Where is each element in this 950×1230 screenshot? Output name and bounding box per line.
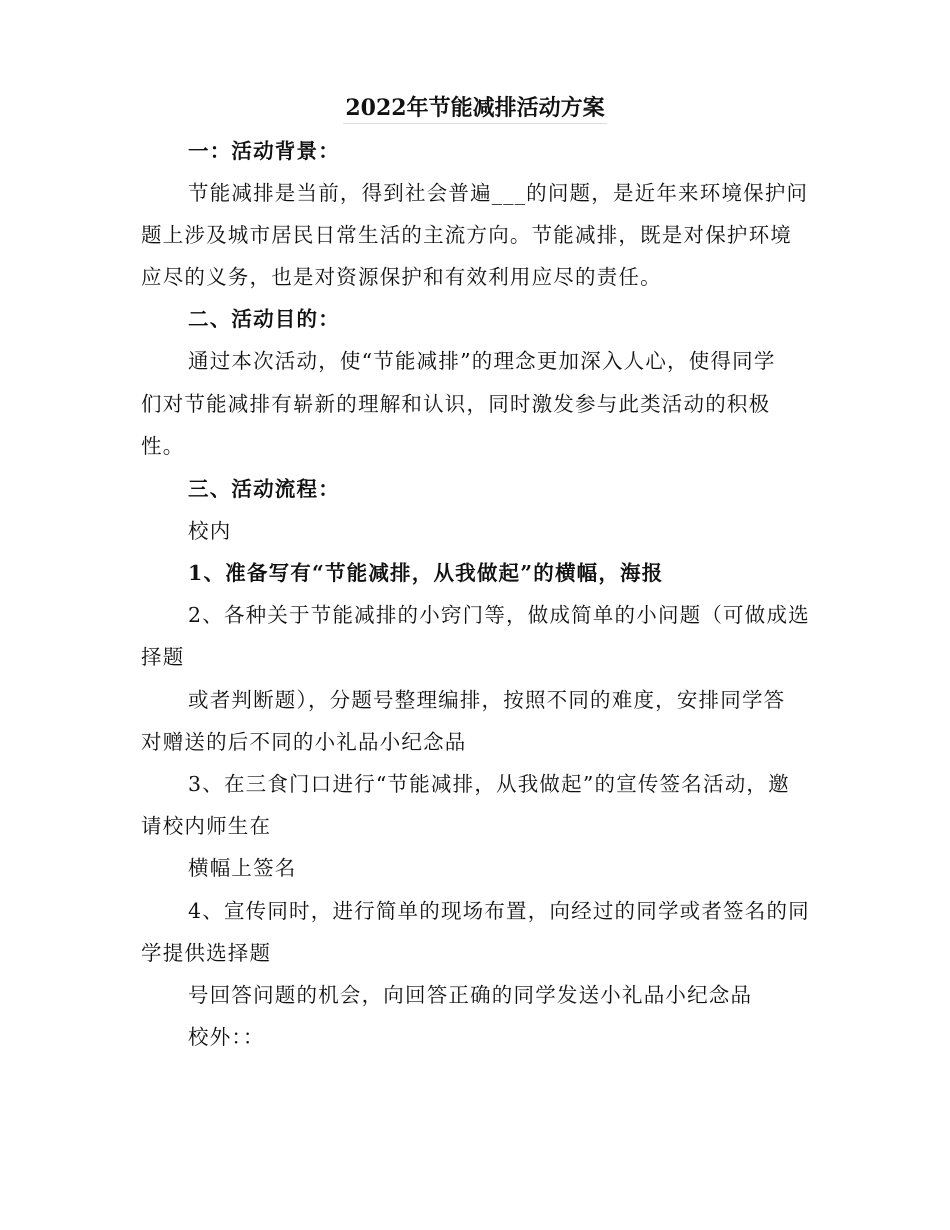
paragraph-line: 择题 xyxy=(141,645,185,669)
paragraph-line: 号回答问题的机会，向回答正确的同学发送小礼品小纪念品 xyxy=(188,983,753,1007)
paragraph-line: 通过本次活动，使“节能减排”的理念更加深入人心，使得同学 xyxy=(188,349,776,373)
section-heading-purpose: 二、活动目的： xyxy=(188,307,340,331)
paragraph-line: 应尽的义务，也是对资源保护和有效利用应尽的责任。 xyxy=(141,265,662,289)
paragraph-line: 学提供选择题 xyxy=(141,941,272,965)
paragraph-line: 或者判断题），分题号整理编排，按照不同的难度，安排同学答 xyxy=(188,688,786,712)
list-item: 2、各种关于节能减排的小窍门等，做成简单的小问题（可做成选 xyxy=(188,603,810,627)
list-item-bold: 1、准备写有“节能减排，从我做起”的横幅，海报 xyxy=(188,561,664,585)
title-text: 2022年节能减排活动方案 xyxy=(343,95,606,124)
paragraph-line: 横幅上签名 xyxy=(188,856,297,880)
section-heading-process: 三、活动流程： xyxy=(188,477,340,501)
paragraph-line: 对赠送的后不同的小礼品小纪念品 xyxy=(141,730,467,754)
section-heading-background: 一：活动背景： xyxy=(188,139,340,163)
paragraph-line: 题上涉及城市居民日常生活的主流方向。节能减排，既是对保护环境 xyxy=(141,223,792,247)
paragraph-line: 校外：： xyxy=(188,1025,265,1049)
paragraph-line: 校内 xyxy=(188,519,232,543)
document-title xyxy=(0,93,950,123)
paragraph-line: 性。 xyxy=(141,434,185,458)
list-item: 4、宣传同时，进行简单的现场布置，向经过的同学或者签名的同 xyxy=(188,899,810,923)
list-item: 3、在三食门口进行“节能减排，从我做起”的宣传签名活动，邀 xyxy=(188,772,790,796)
paragraph-line: 节能减排是当前，得到社会普遍___的问题，是近年来环境保护问 xyxy=(188,181,809,205)
paragraph-line: 请校内师生在 xyxy=(141,814,272,838)
paragraph-line: 们对节能减排有崭新的理解和认识，同时激发参与此类活动的积极 xyxy=(141,392,771,416)
